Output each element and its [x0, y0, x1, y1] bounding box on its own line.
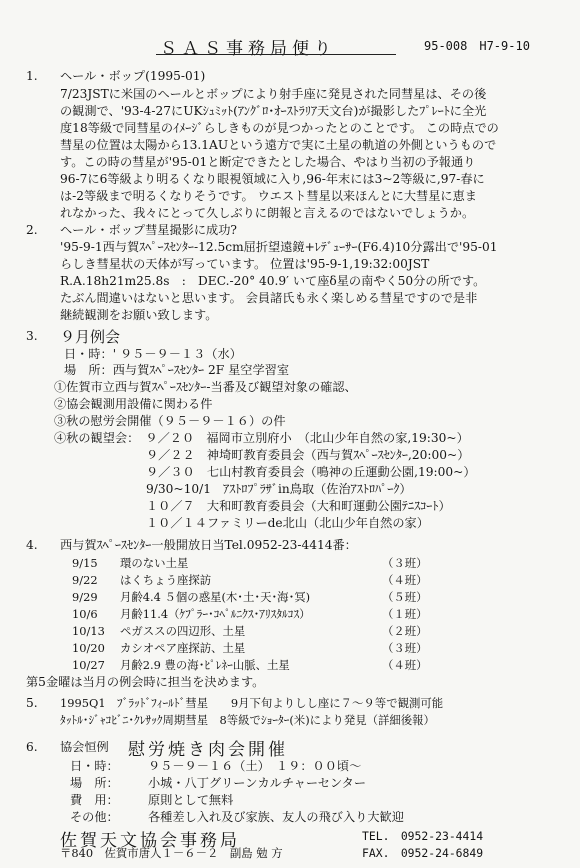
observation-event: ９／２２ 神埼町教育委員会（西与賀ｽﾍﾟｰｽｾﾝﾀｰ,20:00~） — [146, 448, 470, 462]
schedule-topic: はくちょう座探訪 — [120, 573, 212, 587]
party-value: 原則として無料 — [148, 793, 234, 807]
section-2-line: らしき彗星状の天体が写っています。 位置は'95-9-1,19:32:00JST — [60, 257, 430, 271]
schedule-team: （３班） — [382, 641, 428, 655]
section-3-heading: ９月例会 — [60, 328, 121, 346]
comet-news-line: 1995Q1 ﾌﾞﾗｯﾄﾞﾌｨｰﾙﾄﾞ彗星 9月下旬よりしし座に７～９等で観測可能 — [60, 696, 444, 710]
section-4-number: 4. — [26, 538, 38, 552]
schedule-note: 第5金曜は当月の例会時に担当を決めます。 — [26, 675, 265, 689]
schedule-date: 9/22 — [72, 573, 98, 587]
schedule-date: 10/20 — [72, 641, 105, 655]
schedule-topic: ペガススの四辺形、土星 — [120, 624, 246, 638]
comet-news-line: ﾀｯﾄﾙ･ｼﾞｬｺﾋﾞﾆ･ｸﾚｻｯｸ周期彗星 8等級でｼｮｰﾀｰ(米)により発見（詳細後報） — [60, 713, 435, 727]
section-1-line: 彗星の位置は太陽から13.1AUという遠方で実に土星の軌道の外側というもので — [60, 138, 497, 152]
party-value: ９５－９－１６（土） １９：００頃～ — [148, 759, 362, 773]
party-label: その他： — [70, 810, 119, 824]
section-2-line: '95-9-1西与賀ｽﾍﾟｰｽｾﾝﾀｰ-12.5cm屈折望遠鏡+ﾚﾃﾞｭｰｻｰ(F6.4)10分露出で'95-01 — [60, 240, 498, 254]
section-2-line: たぶん間違いはないと思います。 会員諸氏も永く楽しめる彗星ですので是非 — [60, 291, 478, 305]
agenda-item: ①佐賀市立西与賀ｽﾍﾟｰｽｾﾝﾀｰ-当番及び観望対象の確認、 — [54, 380, 357, 394]
schedule-topic: 月齢4.4 ５個の惑星(木･土･天･海･冥) — [120, 590, 311, 604]
section-2-line: 継続観測をお願い致します。 — [60, 308, 218, 322]
schedule-team: （１班） — [382, 607, 428, 621]
schedule-team: （４班） — [382, 658, 428, 672]
agenda-item: ③秋の慰労会開催（９５－９－１６）の件 — [54, 414, 286, 428]
section-5-number: 5. — [26, 696, 38, 710]
section-1-line: は-2等級まで明るくなりそうです。 ウエスト彗星以来ほんとに大彗星に恵ま — [60, 189, 477, 203]
footer-tel: TEL. 0952-23-4414 — [362, 829, 484, 843]
schedule-team: （３班） — [382, 556, 428, 570]
meeting-place: 場 所：西与賀ｽﾍﾟｰｽｾﾝﾀｰ 2F 星空学習室 — [64, 363, 290, 377]
section-1-line: 7/23JSTに米国のヘールとボップにより射手座に発見された同彗星は、その後 — [60, 87, 487, 101]
schedule-topic: 月齢2.9 豊の海･ﾋﾟﾚﾈｰ山脈、土星 — [120, 658, 290, 672]
newsletter-title: ＳＡＳ事務局便り — [160, 39, 336, 59]
footer-fax: FAX. 0952-24-6849 — [362, 846, 484, 860]
footer-address: 〒840 佐賀市唐人１－６－２ 副島 勉 方 — [60, 846, 283, 860]
party-value: 小城・八丁グリーンカルチャーセンター — [148, 776, 367, 790]
section-1-line: 96-7に6等級より明るくなり眼視領域に入り,96-年末には3~2等級に,97-春に — [60, 172, 485, 186]
party-label: 場 所： — [70, 776, 119, 790]
party-value: 各種差し入れ及び家族、友人の飛び入り大歓迎 — [148, 810, 404, 824]
agenda-item: ②協会観測用設備に関わる件 — [54, 397, 213, 411]
meeting-datetime: 日・時：' ９５－９－１３（水） — [64, 347, 242, 361]
observation-event: 9/30~10/1 ｱｽﾄﾛﾌﾟﾗｻﾞin鳥取（佐治ｱｽﾄﾛﾊﾟｰｸ） — [146, 482, 412, 496]
schedule-date: 9/29 — [72, 590, 98, 604]
section-1-number: 1. — [26, 69, 38, 83]
section-6-subheading: 協会恒例 — [60, 740, 109, 754]
observation-event: １０／７ 大和町教育委員会（大和町運動公園ﾃﾆｽｺｰﾄ） — [146, 499, 451, 513]
party-label: 費 用： — [70, 793, 119, 807]
observation-event: ９／３０ 七山村教育委員会（鳴神の丘運動公園,19:00~） — [146, 465, 476, 479]
schedule-team: （２班） — [382, 624, 428, 638]
footer-organization: 佐賀天文協会事務局 — [60, 831, 240, 851]
party-label: 日・時： — [70, 759, 119, 773]
section-2-number: 2. — [26, 223, 38, 237]
agenda-item: ④秋の観望会： ９／２０ 福岡市立別府小 （北山少年自然の家,19:30~） — [54, 431, 469, 445]
schedule-topic: 環のない土星 — [120, 556, 189, 570]
section-1-line: 度18等級で同彗星のｲﾒｰｼﾞらしきものが見つかったとのことです。 この時点での — [60, 121, 499, 135]
observation-event: １０／１４ファミリーde北山（北山少年自然の家） — [146, 516, 429, 530]
section-1-line: の観測で、'93-4-27にUKｼｭﾐｯﾄ(ｱﾝｸﾞﾛ･ｵｰｽﾄﾗﾘｱ天文台)が撮影したﾌﾟﾚｰﾄに全光 — [60, 104, 487, 118]
section-1-line: す。この時の彗星が'95-01と断定できたとした場合、やはり当初の予報通り — [60, 155, 476, 169]
schedule-date: 10/6 — [72, 607, 98, 621]
section-6-number: 6. — [26, 740, 38, 754]
schedule-team: （４班） — [382, 573, 428, 587]
section-2-line: R.A.18h21m25.8s : DEC.-20° 40.9′ いて座δ星の南やく50分の所です。 — [60, 274, 486, 288]
schedule-date: 10/27 — [72, 658, 105, 672]
schedule-date: 9/15 — [72, 556, 98, 570]
section-4-heading: 西与賀ｽﾍﾟｰｽｾﾝﾀｰ一般開放日当Tel.0952-23-4414番： — [60, 538, 357, 552]
schedule-topic: 月齢11.4（ｹﾌﾟﾗｰ･ｺﾍﾟﾙﾆｸｽ･ｱﾘｽﾀﾙｺｽ） — [120, 607, 311, 621]
section-6-heading: 慰労焼き肉会開催 — [128, 740, 288, 760]
section-1-heading: ヘール・ボップ(1995-01) — [60, 69, 206, 83]
schedule-team: （５班） — [382, 590, 428, 604]
schedule-date: 10/13 — [72, 624, 105, 638]
issue-number-date: 95-008 H7-9-10 — [424, 39, 530, 53]
schedule-topic: カシオペア座探訪、土星 — [120, 641, 246, 655]
section-2-heading: ヘール・ボップ彗星撮影に成功? — [60, 223, 237, 237]
section-1-line: れなかった、我々にとって久しぶりに朗報と言えるのではないでしょうか。 — [60, 206, 475, 220]
title-underline — [156, 54, 396, 55]
section-3-number: 3. — [26, 329, 38, 343]
